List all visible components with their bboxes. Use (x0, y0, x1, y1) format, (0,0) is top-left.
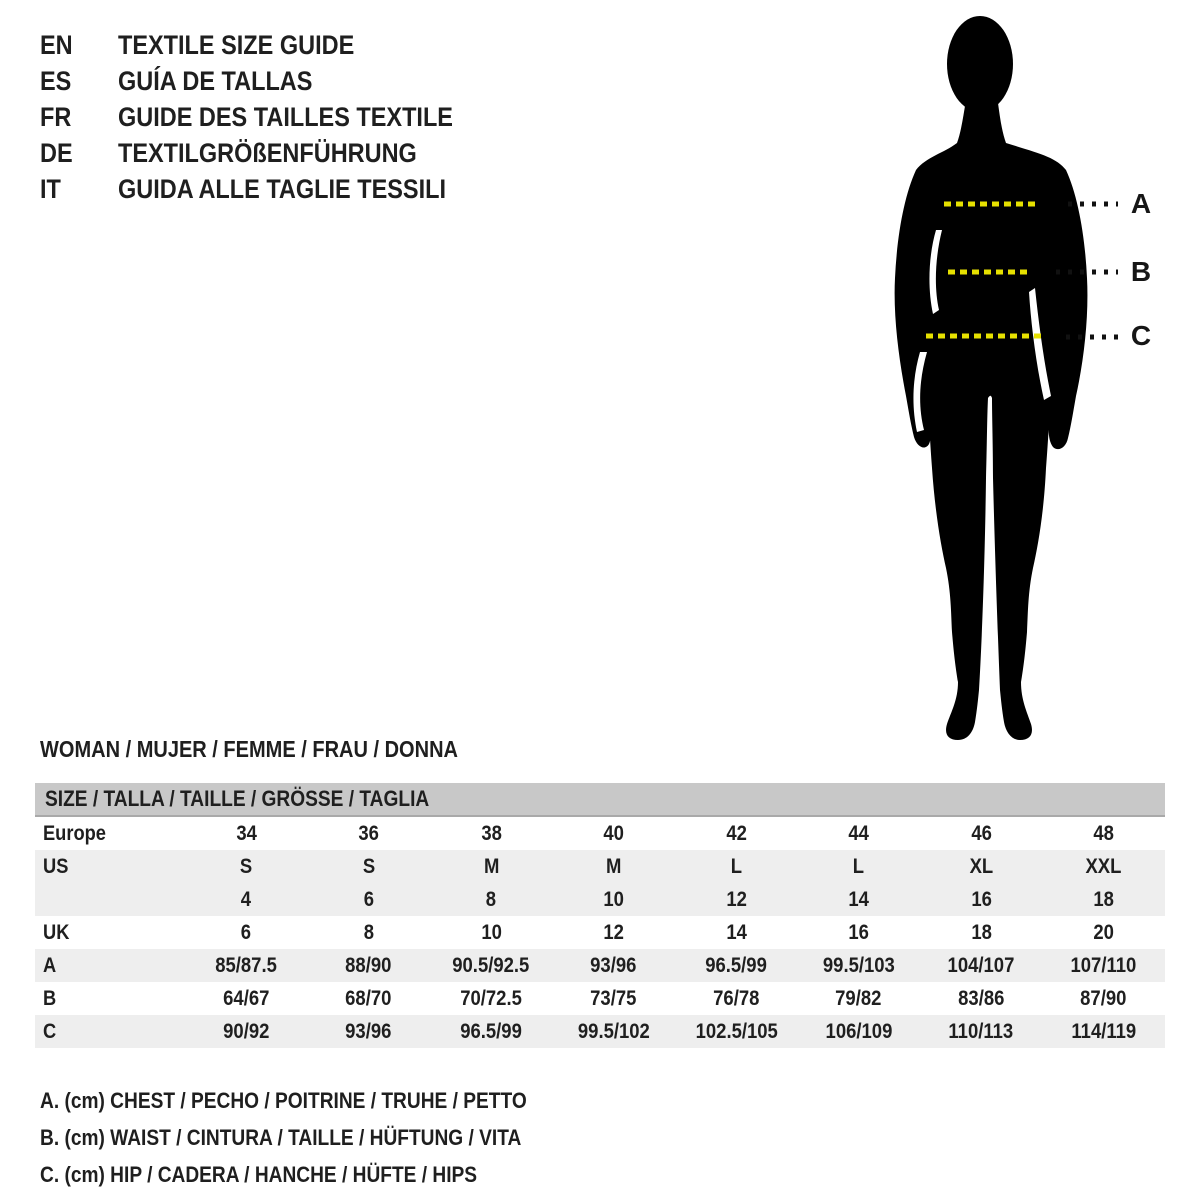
table-row-us-letters (35, 850, 1165, 883)
language-code: FR (40, 101, 72, 132)
cell-value: 16 (848, 920, 870, 944)
legend-hip (40, 1156, 599, 1193)
cell-value: 104/107 (947, 953, 1015, 977)
silhouette-body (895, 100, 1088, 740)
cell-value: 4 (241, 887, 252, 911)
cell-value: 38 (480, 821, 502, 845)
cell-value: 73/75 (590, 986, 637, 1010)
marker-label-hip: C (1130, 320, 1152, 351)
language-code: EN (40, 29, 73, 60)
cell-value: 102.5/105 (695, 1019, 778, 1043)
cell-value: 110/113 (948, 1019, 1014, 1043)
cell-value: 68/70 (345, 986, 392, 1010)
table-row-waist-b (35, 982, 1165, 1015)
legend-waist (40, 1119, 599, 1156)
cell-value: 99.5/103 (822, 953, 895, 977)
language-row-en (40, 27, 503, 63)
cell-value: 96.5/99 (705, 953, 768, 977)
table-row-europe (35, 817, 1165, 850)
legend-chest (40, 1082, 599, 1119)
cell-value: 18 (1093, 887, 1115, 911)
cell-value: 83/86 (958, 986, 1005, 1010)
legend-hip-text: C. (cm) HIP / CADERA / HANCHE / HÜFTE / HIPS (40, 1161, 478, 1187)
cell-value: 12 (725, 887, 747, 911)
cell-value: 6 (241, 920, 252, 944)
cell-value: 12 (603, 920, 625, 944)
cell-value: 20 (1093, 920, 1115, 944)
cell-value: 10 (603, 887, 625, 911)
cell-value: 40 (603, 821, 625, 845)
cell-value: XL (969, 854, 994, 878)
table-row-uk (35, 916, 1165, 949)
cell-value: 42 (725, 821, 747, 845)
cell-value: 106/109 (825, 1019, 893, 1043)
cell-value: 70/72.5 (460, 986, 523, 1010)
language-title: GUIDE DES TAILLES TEXTILE (118, 101, 453, 132)
cell-value: 48 (1093, 821, 1115, 845)
table-row-chest-a (35, 949, 1165, 982)
row-label: C (43, 1019, 57, 1043)
language-row-it (40, 171, 503, 207)
cell-value: 88/90 (345, 953, 392, 977)
language-title: TEXTILGRÖßENFÜHRUNG (118, 137, 417, 168)
marker-label-chest: A (1130, 188, 1152, 219)
row-label: US (43, 854, 69, 878)
woman-silhouette-figure (860, 0, 1200, 760)
cell-value: 34 (235, 821, 257, 845)
language-code: IT (40, 173, 61, 204)
row-label: UK (43, 920, 70, 944)
row-label: A (43, 953, 57, 977)
cell-value: 114/119 (1071, 1019, 1137, 1043)
cell-value: XXL (1085, 854, 1122, 878)
row-label: Europe (43, 821, 106, 845)
legend-chest-text: A. (cm) CHEST / PECHO / POITRINE / TRUHE / PETTO (40, 1087, 527, 1113)
cell-value: 85/87.5 (215, 953, 278, 977)
language-row-es (40, 63, 503, 99)
language-row-fr (40, 99, 503, 135)
cell-value: M (606, 854, 622, 878)
table-row-hip-c (35, 1015, 1165, 1048)
language-code: ES (40, 65, 72, 96)
cell-value: 87/90 (1080, 986, 1127, 1010)
size-table (35, 783, 1165, 1048)
cell-value: 79/82 (835, 986, 882, 1010)
cell-value: L (730, 854, 742, 878)
cell-value: 46 (970, 821, 992, 845)
marker-label-waist: B (1130, 256, 1152, 287)
language-title: GUÍA DE TALLAS (118, 65, 313, 96)
section-title (40, 736, 520, 763)
row-label: B (43, 986, 57, 1010)
cell-value: 8 (363, 920, 374, 944)
cell-value: 14 (848, 887, 870, 911)
cell-value: 107/110 (1070, 953, 1137, 977)
cell-value: 18 (970, 920, 992, 944)
cell-value: M (483, 854, 499, 878)
cell-value: 93/96 (345, 1019, 392, 1043)
size-table-header (35, 783, 1165, 817)
cell-value: 16 (970, 887, 992, 911)
cell-value: S (240, 854, 253, 878)
language-title: TEXTILE SIZE GUIDE (118, 29, 355, 60)
cell-value: 99.5/102 (577, 1019, 650, 1043)
measurement-legend (40, 1082, 599, 1193)
legend-waist-text: B. (cm) WAIST / CINTURA / TAILLE / HÜFTUNG / VITA (40, 1124, 522, 1150)
language-code: DE (40, 137, 73, 168)
language-list (40, 27, 503, 207)
language-title: GUIDA ALLE TAGLIE TESSILI (118, 173, 446, 204)
cell-value: 76/78 (713, 986, 760, 1010)
cell-value: 90.5/92.5 (452, 953, 530, 977)
section-title-text: WOMAN / MUJER / FEMME / FRAU / DONNA (40, 736, 458, 762)
cell-value: S (362, 854, 375, 878)
language-row-de (40, 135, 503, 171)
cell-value: 36 (358, 821, 380, 845)
silhouette-head (947, 16, 1013, 112)
cell-value: 93/96 (590, 953, 637, 977)
cell-value: 90/92 (223, 1019, 270, 1043)
cell-value: 96.5/99 (460, 1019, 523, 1043)
cell-value: 6 (363, 887, 374, 911)
cell-value: L (853, 854, 865, 878)
cell-value: 14 (725, 920, 747, 944)
cell-value: 10 (480, 920, 502, 944)
cell-value: 8 (486, 887, 497, 911)
table-row-us-numeric (35, 883, 1165, 916)
cell-value: 64/67 (223, 986, 270, 1010)
cell-value: 44 (848, 821, 870, 845)
size-table-header-text: SIZE / TALLA / TAILLE / GRÖSSE / TAGLIA (45, 786, 430, 811)
